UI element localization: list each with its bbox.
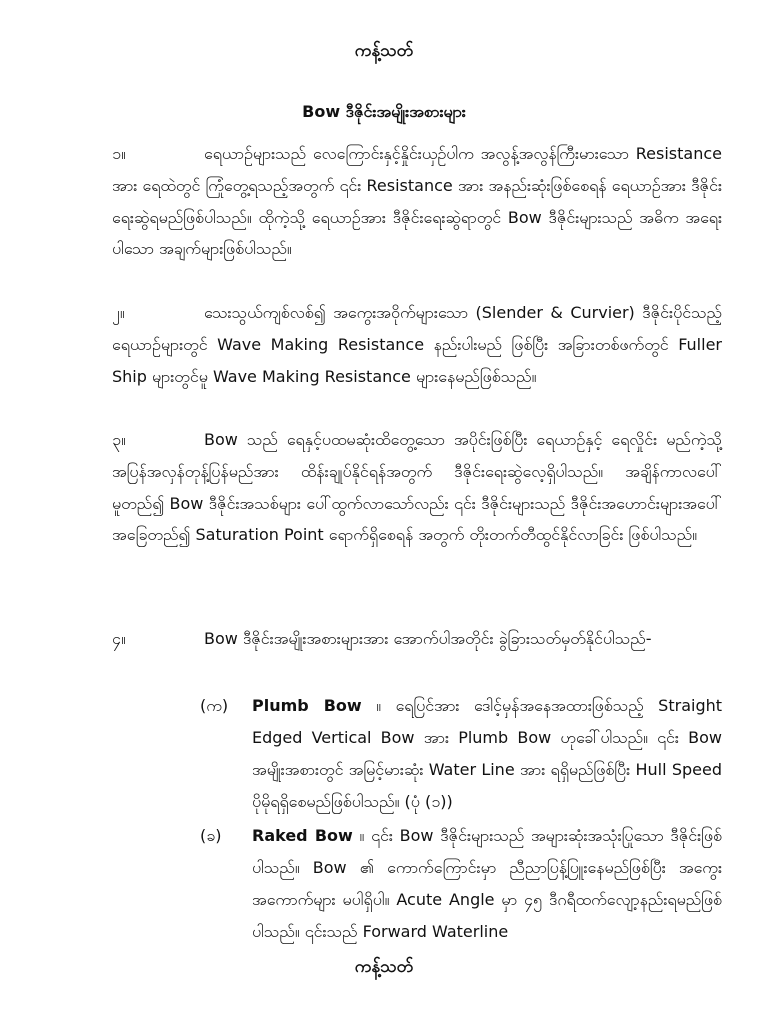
subitem-term: Plumb Bow: [252, 696, 362, 715]
subitem-label: (က): [200, 696, 229, 715]
paragraph-text: ရေယာဉ်များသည် လေကြောင်းနှင့်နှိုင်းယှဉ်ပါက အလွန့်အလွန်ကြီးမားသော Resistance အား ရေထဲတွင် ကြုံတွေ့ရသည့်အတွက် ၎င်း Resistance အား အနည်းဆုံးဖြစ်စေရန် ရေယာဉ်အား ဒီဇိုင်းရေးဆွဲရမည်ဖြစ်ပါသည်။ ထိုကဲ့သို့ ရေယာဉ်အား ဒီဇိုင်းရေးဆွဲရာတွင် Bow ဒီဇိုင်းများသည် အဓိက အရေးပါသော အချက်များဖြစ်ပါသည်။: [112, 144, 722, 259]
paragraph-text: သေးသွယ်ကျစ်လစ်၍ အကွေးအဝိုက်များသော (Slender & Curvier) ဒီဇိုင်းပိုင်သည့်ရေယာဉ်များတွင် Wave Making Resistance နည်းပါးမည် ဖြစ်ပြီး အခြားတစ်ဖက်တွင် Fuller Ship များတွင်မူ Wave Making Resistance များနေမည်ဖြစ်သည်။: [112, 303, 722, 386]
subitem-raked-bow: [200, 820, 722, 948]
classification-header: ကန့်သတ်: [354, 41, 414, 61]
subitem-body: [252, 820, 722, 948]
paragraph-1: [112, 138, 722, 265]
classification-footer: ကန့်သတ်: [354, 957, 414, 977]
subitem-plumb-bow: [200, 690, 722, 818]
paragraph-number: ၃။: [112, 430, 126, 449]
subitem-term: Raked Bow: [252, 826, 353, 845]
paragraph-text: Bow ဒီဇိုင်းအမျိုးအစားများအား အောက်ပါအတိုင်း ခွဲခြားသတ်မှတ်နိုင်ပါသည်-: [204, 629, 652, 648]
paragraph-number: ၂။: [112, 303, 125, 322]
paragraph-number: ၁။: [112, 144, 126, 163]
subitem-body: [252, 690, 722, 818]
subitem-text: ။ ရေပြင်အား ဒေါင့်မှန်အနေအထားဖြစ်သည့် Straight Edged Vertical Bow အား Plumb Bow ဟုခေါ်ပါသည်။ ၎င်း Bow အမျိုးအစားတွင် အမြင့်မားဆုံး Water Line အား ရရှိမည်ဖြစ်ပြီး Hull Speed ပိုမိုရရှိစေမည်ဖြစ်ပါသည်။ (ပုံ (၁)): [252, 696, 723, 811]
paragraph-2: [112, 297, 722, 392]
paragraph-4: [112, 623, 722, 655]
paragraph-text: Bow သည် ရေနှင့်ပထမဆုံးထိတွေ့သော အပိုင်းဖြစ်ပြီး ရေယာဉ်နှင့် ရေလှိုင်း မည်ကဲ့သို့ အပြန်အလှန်တုန့်ပြန်မည်အား ထိန်းချုပ်နိုင်ရန်အတွက် ဒီဇိုင်းရေးဆွဲလေ့ရှိပါသည်။ အချိန်ကာလပေါ်မူတည်၍ Bow ဒီဇိုင်းအသစ်များ ပေါ်ထွက်လာသော်လည်း ၎င်း ဒီဇိုင်းများသည် ဒီဇိုင်းအဟောင်းများအပေါ် အခြေတည်၍ Saturation Point ရောက်ရှိစေရန် အတွက် တိုးတက်တီထွင်နိုင်လာခြင်း ဖြစ်ပါသည်။: [112, 430, 722, 545]
section-heading: Bow ဒီဇိုင်းအမျိုးအစားများ: [302, 102, 466, 121]
paragraph-3: [112, 424, 722, 551]
subitem-label: (ခ): [200, 826, 222, 845]
paragraph-number: ၄။: [112, 629, 126, 648]
subitem-text: ။ ၎င်း Bow ဒီဇိုင်းများသည် အများဆုံးအသုံးပြုသော ဒီဇိုင်းဖြစ်ပါသည်။ Bow ၏ ကောက်ကြောင်းမှာ ညီညာပြန့်ပြူးနေမည်ဖြစ်ပြီး အကွေးအကောက်များ မပါရှိပါ။ Acute Angle မှာ ၄၅ ဒီဂရီထက်လျော့နည်းရမည်ဖြစ်ပါသည်။ ၎င်းသည် Forward Waterline: [252, 826, 722, 941]
